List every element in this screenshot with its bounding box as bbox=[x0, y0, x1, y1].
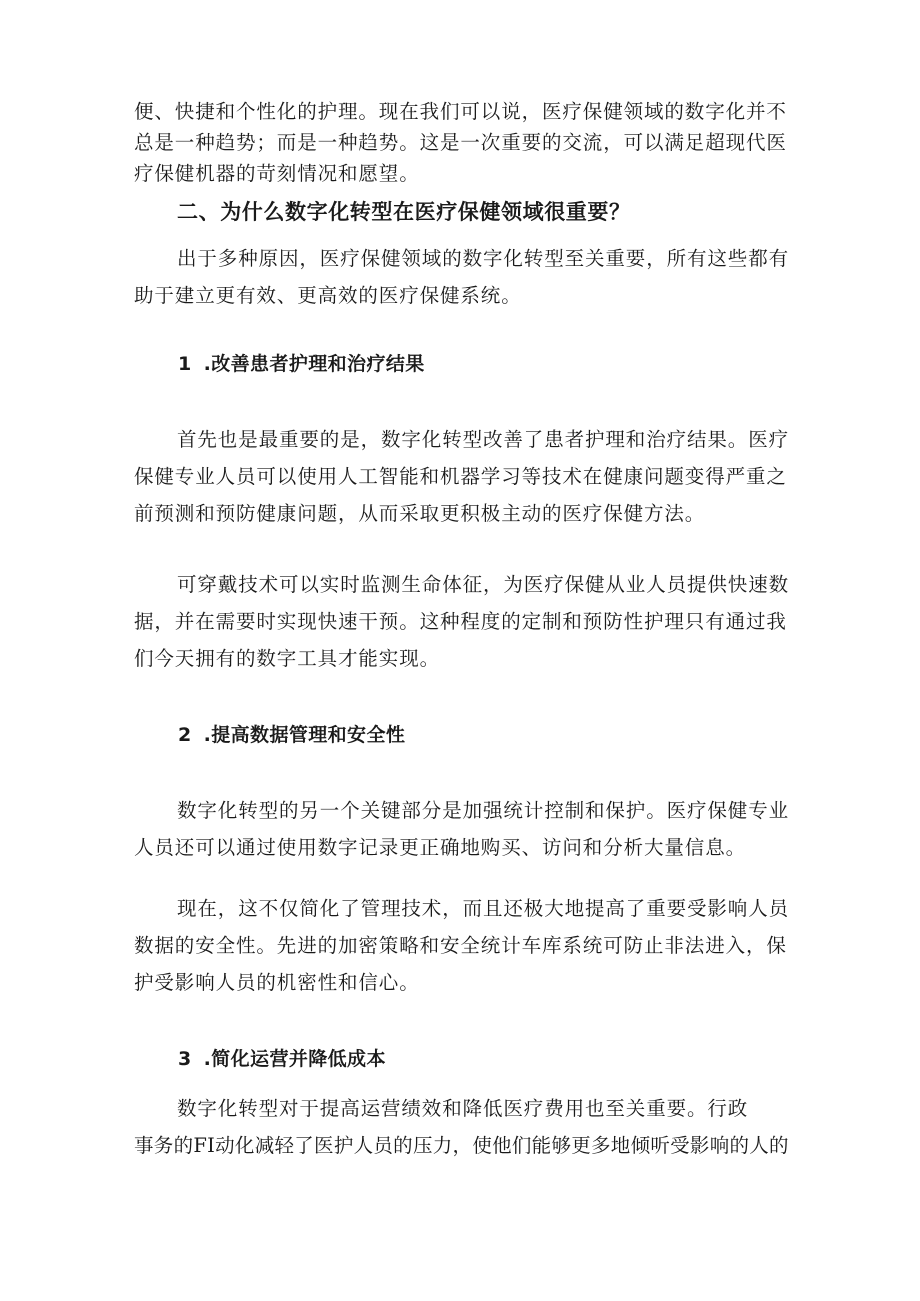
text-line: 保健专业人员可以使用人工智能和机器学习等技术在健康问题变得严重之 bbox=[134, 465, 787, 488]
subsection-number: 3 bbox=[178, 1048, 192, 1070]
subsection-number: 1 bbox=[178, 353, 192, 375]
subsection-title: .简化运营并降低成本 bbox=[203, 1048, 386, 1070]
subsection-2-paragraph-2 bbox=[134, 890, 789, 1001]
subsection-1-paragraph-2 bbox=[134, 566, 789, 677]
text-line: 护受影响人员的机密性和信心。 bbox=[134, 971, 420, 994]
subsection-2-heading bbox=[178, 720, 405, 747]
subsection-title: .改善患者护理和治疗结果 bbox=[203, 353, 425, 375]
text-line: 数字化转型的另一个关键部分是加强统计控制和保护。医疗保健专业 bbox=[177, 799, 790, 822]
text-line: 现在，这不仅简化了管理技术，而且还极大地提高了重要受影响人员 bbox=[177, 897, 790, 920]
text-line: 可穿戴技术可以实时监测生命体征，为医疗保健从业人员提供快速数 bbox=[177, 573, 790, 596]
subsection-1-paragraph-1 bbox=[134, 421, 789, 532]
subsection-2-paragraph-1 bbox=[134, 792, 789, 866]
text-line: 人员还可以通过使用数字记录更正确地购买、访问和分析大量信息。 bbox=[134, 836, 747, 859]
subsection-3-heading bbox=[178, 1044, 386, 1071]
text-line: 疗保健机器的苛刻情况和愿望。 bbox=[134, 162, 420, 185]
text-line: 便、快捷和个性化的护理。现在我们可以说，医疗保健领域的数字化并不 bbox=[134, 100, 787, 123]
text-line: 据，并在需要时实现快速干预。这种程度的定制和预防性护理只有通过我 bbox=[134, 610, 787, 633]
text-line: 出于多种原因，医疗保健领域的数字化转型至关重要，所有这些都有 bbox=[177, 247, 790, 270]
text-line: 助于建立更有效、更高效的医疗保健系统。 bbox=[134, 284, 522, 307]
section-heading: 二、为什么数字化转型在医疗保健领域很重要？ bbox=[177, 200, 631, 224]
text-line: 前预测和预防健康问题，从而采取更积极主动的医疗保健方法。 bbox=[134, 502, 706, 525]
text-line: 总是一种趋势；而是一种趋势。这是一次重要的交流，可以满足超现代医 bbox=[134, 131, 787, 154]
text-line: 事务的FI动化减轻了医护人员的压力，使他们能够更多地倾听受影响的人的 bbox=[134, 1134, 789, 1157]
text-line: 首先也是最重要的是，数字化转型改善了患者护理和治疗结果。医疗 bbox=[177, 428, 790, 451]
subsection-title: .提高数据管理和安全性 bbox=[203, 724, 406, 746]
subsection-1-heading bbox=[178, 349, 425, 376]
intro-paragraph bbox=[134, 96, 789, 189]
text-line: 数字化转型对于提高运营绩效和降低医疗费用也至关重要。行政 bbox=[177, 1097, 749, 1120]
section-intro-paragraph bbox=[134, 240, 789, 314]
subsection-3-paragraph-1 bbox=[134, 1090, 789, 1164]
subsection-number: 2 bbox=[178, 724, 192, 746]
text-line: 数据的安全性。先进的加密策略和安全统计车库系统可防止非法进入，保 bbox=[134, 934, 787, 957]
text-line: 们今天拥有的数字工具才能实现。 bbox=[134, 647, 441, 670]
